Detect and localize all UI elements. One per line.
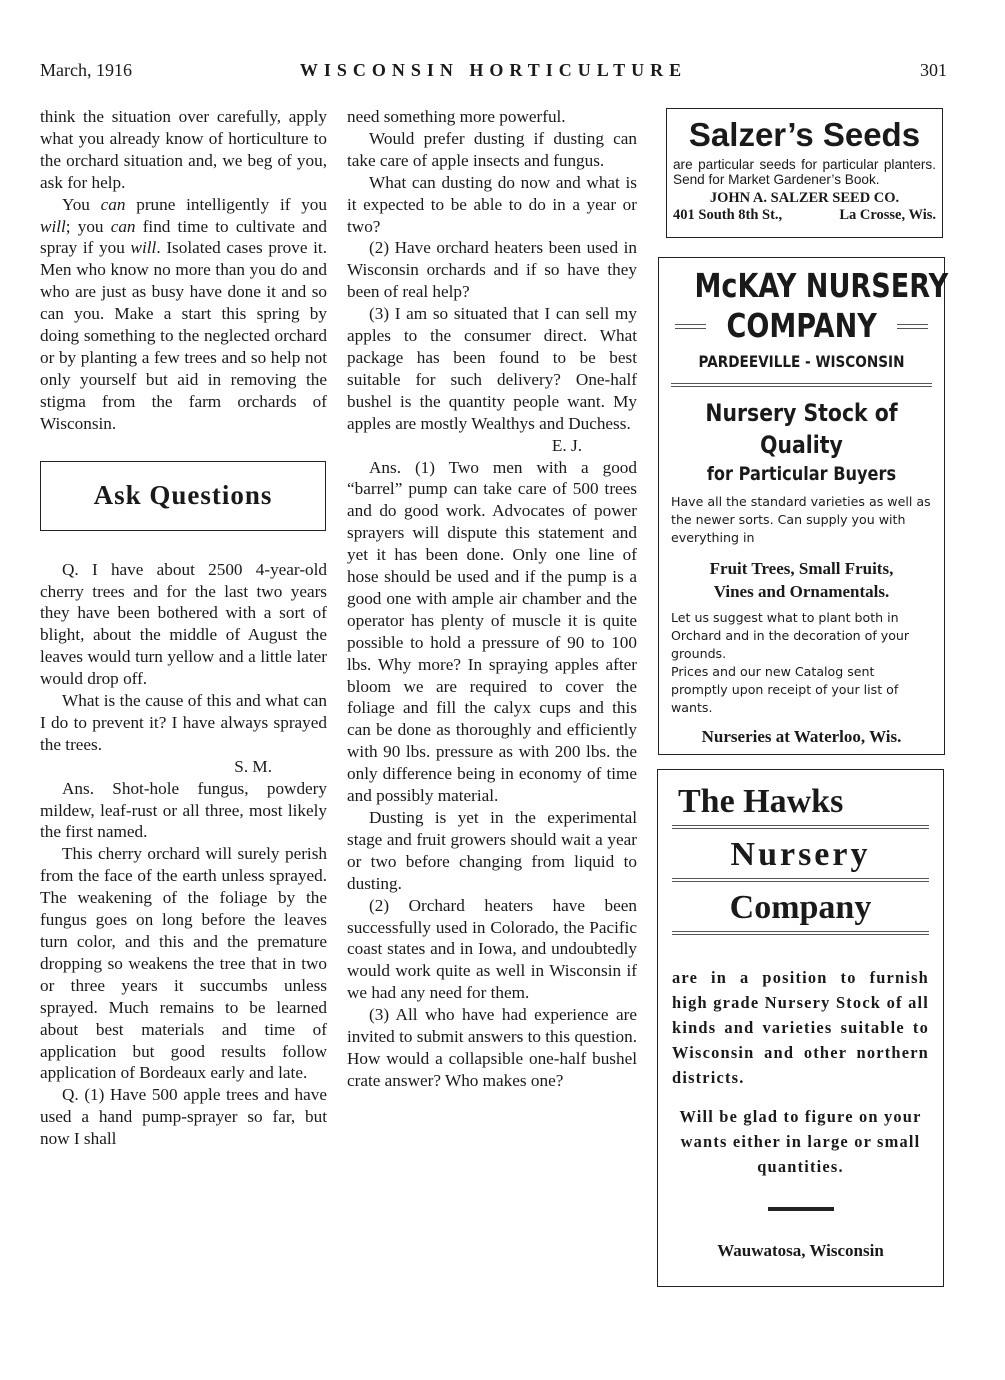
column-left — [40, 106, 327, 1150]
ad-text: are in a position to furnish high grade Nursery Stock of all kinds and varieties suitable to Wisconsin and other northern districts. — [672, 968, 929, 1087]
ad-title: McKAY NURSERY — [694, 266, 949, 305]
paragraph: think the situation over carefully, apply what you already know of horticulture to the orchard situation and, we beg of you, ask for help. — [40, 107, 327, 192]
ad-title-row — [671, 306, 932, 346]
issue-date: March, 1916 — [40, 60, 132, 80]
paragraph: (2) Have orchard heaters been used in Wisconsin orchards and if so have they been of real help? — [347, 238, 637, 302]
signature: S. M. — [234, 756, 272, 776]
ask-questions-heading: Ask Questions — [40, 461, 326, 531]
ad-title: Salzer’s Seeds — [688, 116, 921, 153]
ad-text: Prices and our new Catalog sent promptly upon receipt of your list of wants. — [671, 664, 899, 715]
paragraph: need something more powerful. — [347, 107, 566, 126]
salzer-seeds-ad — [666, 108, 943, 238]
ad-text: Have all the standard varieties as well as the newer sorts. Can supply you with everything in — [671, 494, 931, 545]
question: What is the cause of this and what can I do to prevent it? I have always sprayed the trees. — [40, 691, 327, 754]
divider — [672, 878, 929, 882]
ad-subheading: for Particular Buyers — [706, 463, 897, 485]
divider — [671, 383, 932, 387]
divider — [768, 1207, 834, 1211]
question: Q. I have about 2500 4-year-old cherry trees and for the last two years they have been bothered with a sort of blight, about the middle of August the leaves would turn yellow and a little later would drop off. — [40, 559, 327, 689]
divider — [672, 931, 929, 935]
ad-title: The Hawks — [678, 783, 844, 820]
ad-text: Will be glad to figure on your wants either in large or small quantities. — [679, 1107, 922, 1176]
paragraph: (2) Orchard heaters have been successfully used in Colorado, the Pacific coast states and in Iowa, and undoubtedly would work quite as well in Wisconsin if we had any need for them. — [347, 895, 637, 1003]
paragraph: Would prefer dusting if dusting can take care of apple insects and fungus. — [347, 128, 637, 170]
divider — [897, 324, 928, 329]
paragraph: What can dusting do now and what is it expected to be able to do in a year or two? — [347, 172, 637, 236]
ad-address: 401 South 8th St., La Crosse, Wis. — [673, 207, 936, 223]
divider — [672, 825, 929, 829]
column-middle — [347, 106, 637, 1092]
paragraph: (3) All who have had experience are invited to submit answers to this question. How would a collapsible one-half bushel crate answer? Who makes one? — [347, 1005, 637, 1090]
paragraph: You can prune intelligently if you will; you can find time to cultivate and spray if you will. Isolated cases prove it. Men who know no more than you do and who are just as busy have done it and so can you. Make a start this spring by doing something to the neglected orchard or by planting a few trees and so help not only yourself but aid in removing the stigma from the farm orchards of Wisconsin. — [40, 194, 327, 433]
signature: E. J. — [551, 435, 582, 455]
journal-title: WISCONSIN HORTICULTURE — [299, 60, 688, 80]
ad-heading: Quality — [760, 431, 843, 459]
ad-company: JOHN A. SALZER SEED CO. — [709, 190, 900, 206]
answer: This cherry orchard will surely perish from the face of the earth unless sprayed. The weakening of the foliage by the fungus goes on long before the leaves turn color, and this and the premature dropping so weakens the tree that in two or three years it succumbs unless sprayed. Much remains to be learned about best materials and time of application but good results follow application of Bordeaux early and late. — [40, 844, 327, 1083]
ad-title: COMPANY — [726, 306, 877, 345]
divider — [675, 324, 706, 329]
hawks-nursery-ad — [657, 769, 944, 1287]
ad-footer: Nurseries at Waterloo, Wis. — [701, 727, 902, 746]
ad-title: Nursery — [730, 836, 871, 873]
answer: Ans. Shot-hole fungus, powdery mildew, leaf-rust or all three, most likely the first named. — [40, 778, 327, 842]
mckay-nursery-ad — [658, 257, 949, 755]
page-number: 301 — [920, 60, 947, 80]
ad-products: Fruit Trees, Small Fruits, Vines and Ornamentals. — [709, 559, 894, 601]
ad-location: PARDEEVILLE - WISCONSIN — [698, 352, 905, 371]
ad-footer: Wauwatosa, Wisconsin — [717, 1241, 884, 1260]
ad-heading: Nursery Stock of — [705, 399, 898, 427]
ad-title: Company — [729, 889, 872, 926]
paragraph: Dusting is yet in the experimental stage and fruit growers should wait a year or two before changing from liquid to dusting. — [347, 808, 637, 893]
paragraph: (3) I am so situated that I can sell my apples to the consumer direct. What package has been found to be best suitable for such delivery? One-half bushel is the quantity people want. My apples are mostly Wealthys and Duchess. — [347, 304, 637, 433]
ad-text: Let us suggest what to plant both in Orchard and in the decoration of your grounds. — [671, 610, 910, 661]
answer: Ans. (1) Two men with a good “barrel” pump can take care of 500 trees and do good work. Advocates of power sprayers will dispute this statement and yet it has been done. Only one line of hose should be used and if the pump is a good one with ample air chamber and the operator has plenty of muscle it is quite possible to hold a pressure of 90 to 100 lbs. Why more? In spraying apples after bloom we are required to cover the foliage and fill the calyx cups and this can be done as thoroughly and efficiently with 90 lbs. pressure as with 200 lbs. the only difference being in economy of time and possibly material. — [347, 457, 637, 806]
page-header — [40, 60, 947, 88]
question: Q. (1) Have 500 apple trees and have used a hand pump-sprayer so far, but now I shall — [40, 1085, 327, 1149]
ad-text: are particular seeds for particular planters. Send for Market Gardener’s Book. — [673, 157, 936, 187]
